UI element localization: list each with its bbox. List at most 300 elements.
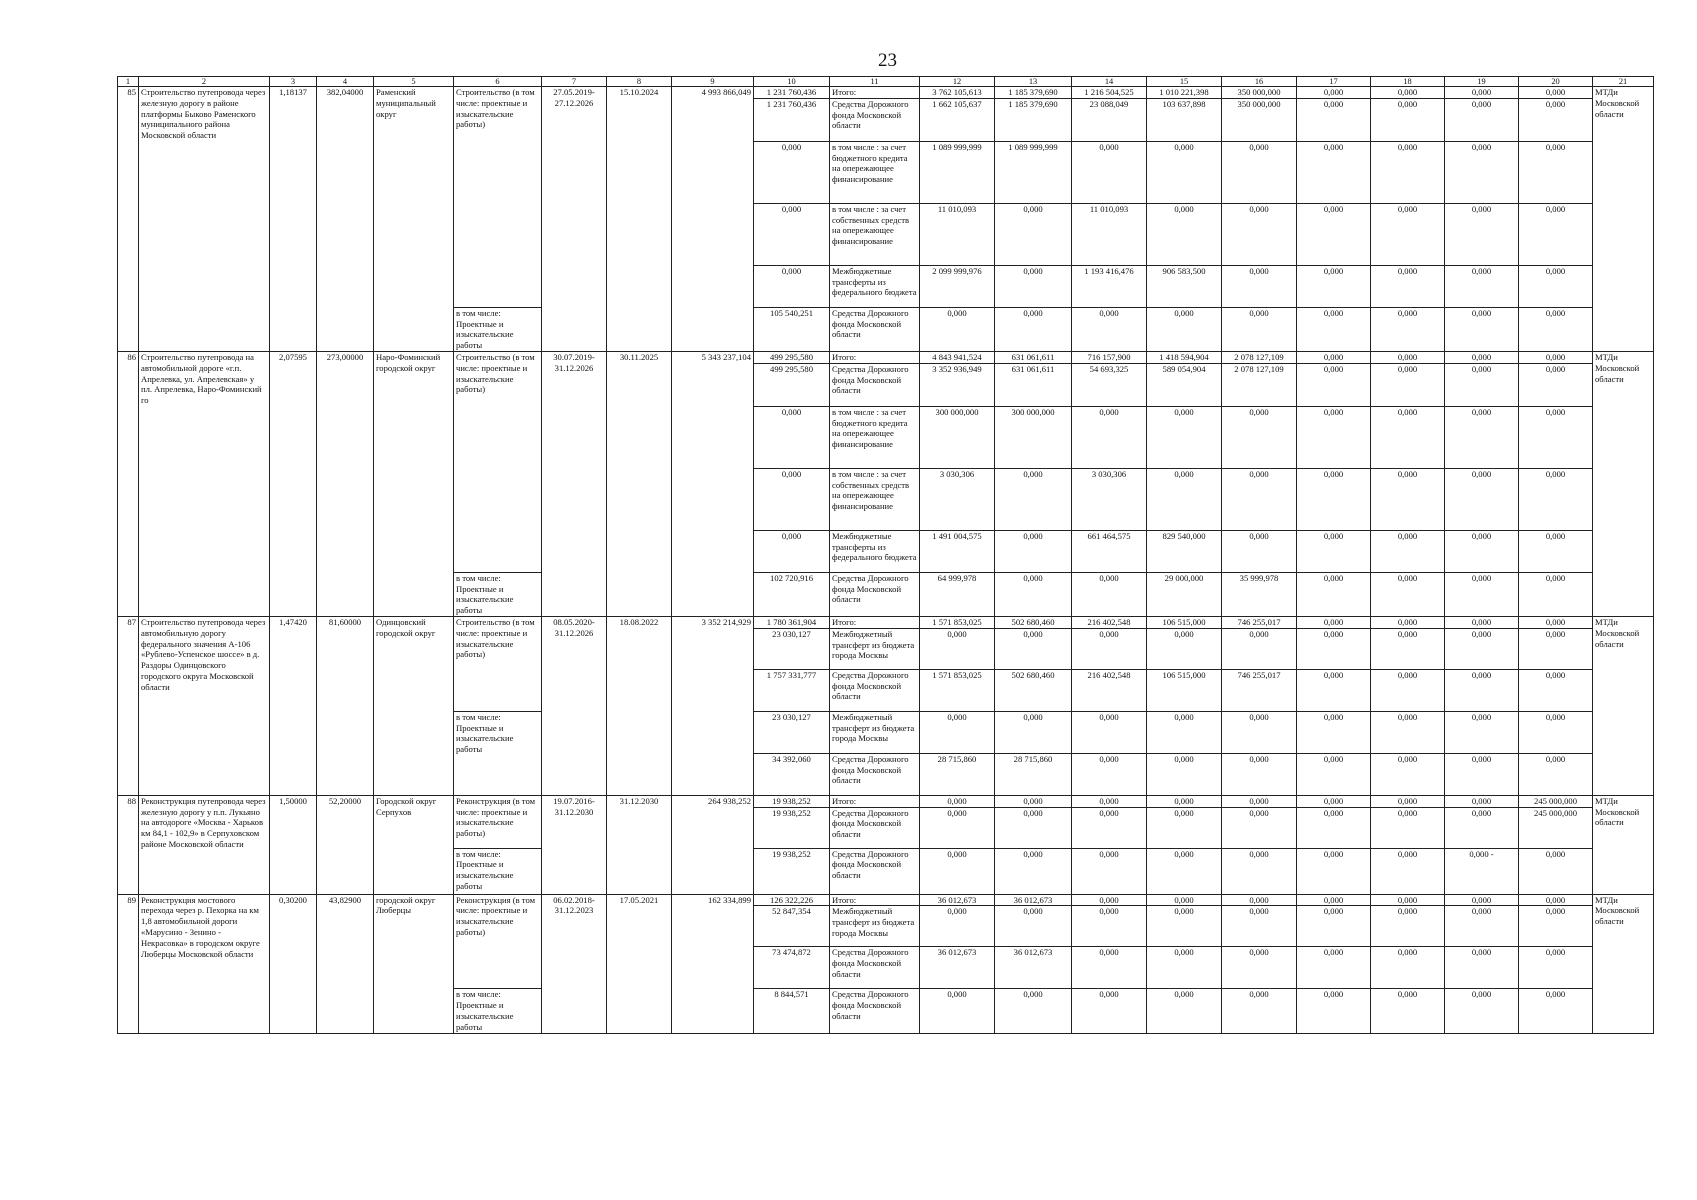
amount-before: 34 392,060 <box>754 753 830 795</box>
amount-before: 23 030,127 <box>754 711 830 753</box>
amount-year: 0,000 <box>1371 265 1445 307</box>
amount-year: 0,000 <box>1147 307 1222 351</box>
amount-year: 0,000 <box>1371 807 1445 848</box>
amount-year: 1 193 416,476 <box>1072 265 1147 307</box>
amount-before: 0,000 <box>754 468 830 530</box>
amount-year: 3 352 936,949 <box>920 363 995 406</box>
work-type-design: в том числе: Проектные и изыскательские работы <box>454 711 542 795</box>
municipality: Одинцовский городской округ <box>374 616 454 795</box>
funding-source: Средства Дорожного фонда Московской области <box>830 669 920 711</box>
amount-year: 0,000 <box>1222 265 1297 307</box>
amount-year: 746 255,017 <box>1222 616 1297 628</box>
amount-before: 19 938,252 <box>754 807 830 848</box>
funding-source: Межбюджетный трансферт из бюджета города Москвы <box>830 628 920 669</box>
amount-year: 0,000 <box>1297 572 1371 616</box>
amount-year: 350 000,000 <box>1222 87 1297 99</box>
funding-source: Итого: <box>830 87 920 99</box>
amount-year: 0,000 <box>1445 203 1519 265</box>
amount-year: 2 099 999,976 <box>920 265 995 307</box>
amount-year: 0,000 <box>1445 141 1519 203</box>
amount-year: 0,000 <box>1147 203 1222 265</box>
amount-year: 0,000 <box>1445 363 1519 406</box>
amount-year: 0,000 <box>920 628 995 669</box>
column-number: 13 <box>995 77 1072 87</box>
amount-year: 0,000 <box>1519 848 1593 894</box>
amount-year: 106 515,000 <box>1147 669 1222 711</box>
amount-year: 0,000 <box>1371 669 1445 711</box>
amount-year: 216 402,548 <box>1072 616 1147 628</box>
amount-year: 2 078 127,109 <box>1222 351 1297 363</box>
amount-year: 0,000 <box>1147 753 1222 795</box>
amount-year: 0,000 <box>1297 530 1371 572</box>
amount-year: 0,000 <box>1072 141 1147 203</box>
row-number: 85 <box>118 87 139 352</box>
amount-year: 0,000 <box>1519 947 1593 989</box>
amount-year: 0,000 <box>1519 753 1593 795</box>
length-value: 1,18137 <box>270 87 317 352</box>
amount-year: 0,000 <box>1445 947 1519 989</box>
amount-year: 0,000 <box>1297 468 1371 530</box>
amount-year: 0,000 <box>995 795 1072 807</box>
object-name: Строительство путепровода через железную дорогу в районе платформы Быково Раменского муниципального района Московской области <box>139 87 270 352</box>
amount-year: 0,000 <box>1371 468 1445 530</box>
amount-year: 631 061,611 <box>995 351 1072 363</box>
amount-year: 0,000 <box>1297 947 1371 989</box>
commissioning-date: 30.11.2025 <box>607 351 672 616</box>
amount-year: 0,000 <box>1147 848 1222 894</box>
column-number: 9 <box>672 77 754 87</box>
column-number: 10 <box>754 77 830 87</box>
amount-year: 0,000 <box>920 795 995 807</box>
object-name: Строительство путепровода на автомобильной дороге «г.п. Апрелевка, ул. Апрелевская» у пл. Апрелевка, Наро-Фоминский го <box>139 351 270 616</box>
row-number: 86 <box>118 351 139 616</box>
amount-year: 1 571 853,025 <box>920 669 995 711</box>
amount-year: 0,000 <box>1297 989 1371 1033</box>
row-number: 89 <box>118 894 139 1033</box>
amount-year: 0,000 <box>1519 530 1593 572</box>
financing-table <box>117 76 1654 1034</box>
amount-year: 0,000 <box>1147 141 1222 203</box>
amount-before: 0,000 <box>754 203 830 265</box>
column-number: 18 <box>1371 77 1445 87</box>
amount-year: 0,000 <box>1147 894 1222 906</box>
row-number: 87 <box>118 616 139 795</box>
amount-year: 0,000 <box>1222 807 1297 848</box>
amount-year: 0,000 <box>1072 906 1147 947</box>
amount-year: 11 010,093 <box>920 203 995 265</box>
amount-year: 0,000 <box>1147 795 1222 807</box>
amount-year: 4 843 941,524 <box>920 351 995 363</box>
amount-year: 0,000 <box>1147 468 1222 530</box>
amount-year: 0,000 <box>920 848 995 894</box>
amount-year: 36 012,673 <box>920 947 995 989</box>
customer: МТДи Московской области <box>1593 616 1654 795</box>
amount-year: 631 061,611 <box>995 363 1072 406</box>
amount-year: 350 000,000 <box>1222 98 1297 141</box>
amount-year: 300 000,000 <box>995 406 1072 468</box>
municipality: Городской округ Серпухов <box>374 795 454 894</box>
amount-year: 1 418 594,904 <box>1147 351 1222 363</box>
total-cost: 3 352 214,929 <box>672 616 754 795</box>
amount-year: 0,000 <box>1445 753 1519 795</box>
work-type-design: в том числе: Проектные и изыскательские работы <box>454 307 542 351</box>
amount-year: 0,000 <box>1222 711 1297 753</box>
funding-source: Межбюджетные трансферты из федерального бюджета <box>830 265 920 307</box>
amount-year: 0,000 <box>1371 87 1445 99</box>
amount-year: 589 054,904 <box>1147 363 1222 406</box>
funding-source: Средства Дорожного фонда Московской области <box>830 947 920 989</box>
amount-year: 0,000 <box>1445 98 1519 141</box>
amount-year: 0,000 <box>1371 906 1445 947</box>
amount-year: 0,000 <box>1297 669 1371 711</box>
amount-year: 1 089 999,999 <box>995 141 1072 203</box>
amount-year: 1 216 504,525 <box>1072 87 1147 99</box>
amount-year: 245 000,000 <box>1519 807 1593 848</box>
amount-year: 0,000 <box>1445 628 1519 669</box>
amount-year: 0,000 <box>920 807 995 848</box>
amount-before: 23 030,127 <box>754 628 830 669</box>
commissioning-date: 31.12.2030 <box>607 795 672 894</box>
amount-year: 2 078 127,109 <box>1222 363 1297 406</box>
amount-year: 0,000 <box>1445 616 1519 628</box>
amount-year: 0,000 <box>1371 203 1445 265</box>
total-cost: 162 334,899 <box>672 894 754 1033</box>
amount-before: 105 540,251 <box>754 307 830 351</box>
funding-source: Средства Дорожного фонда Московской области <box>830 307 920 351</box>
amount-year: 1 491 004,575 <box>920 530 995 572</box>
amount-year: 0,000 <box>1147 947 1222 989</box>
funding-source: Межбюджетный трансферт из бюджета города Москвы <box>830 711 920 753</box>
work-type: Реконструкция (в том числе: проектные и изыскательские работы) <box>454 894 542 989</box>
amount-year: 0,000 <box>1297 628 1371 669</box>
amount-year: 1 662 105,637 <box>920 98 995 141</box>
amount-year: 216 402,548 <box>1072 669 1147 711</box>
column-number: 2 <box>139 77 270 87</box>
amount-year: 0,000 <box>1072 711 1147 753</box>
amount-year: 0,000 <box>1371 98 1445 141</box>
municipality: Наро-Фоминский городской округ <box>374 351 454 616</box>
table-row <box>118 795 1654 807</box>
amount-year: 54 693,325 <box>1072 363 1147 406</box>
column-number: 12 <box>920 77 995 87</box>
amount-year: 0,000 <box>920 307 995 351</box>
amount-year: 0,000 <box>1445 87 1519 99</box>
amount-year: 0,000 <box>920 989 995 1033</box>
amount-year: 716 157,900 <box>1072 351 1147 363</box>
column-number: 1 <box>118 77 139 87</box>
object-name: Реконструкция мостового перехода через р. Пехорка на км 1,8 автомобильной дороги «Марусино - Зенино - Некрасовка» в городском округе Люберцы Московской области <box>139 894 270 1033</box>
amount-year: 0,000 <box>1222 795 1297 807</box>
amount-year: 245 000,000 <box>1519 795 1593 807</box>
period: 06.02.2018-31.12.2023 <box>542 894 607 1033</box>
amount-year: 0,000 <box>995 628 1072 669</box>
object-name: Строительство путепровода через автомобильную дорогу федерального значения А-106 «Рублево-Успенское шоссе» в д. Раздоры Одинцовского городского округа Московской области <box>139 616 270 795</box>
amount-year: 0,000 <box>1519 468 1593 530</box>
amount-before: 8 844,571 <box>754 989 830 1033</box>
amount-year: 3 762 105,613 <box>920 87 995 99</box>
amount-year: 0,000 <box>1371 989 1445 1033</box>
amount-year: 0,000 <box>1445 406 1519 468</box>
amount-year: 0,000 <box>1072 795 1147 807</box>
work-type-design: в том числе: Проектные и изыскательские работы <box>454 989 542 1033</box>
amount-year: 0,000 <box>1519 203 1593 265</box>
amount-year: 0,000 <box>1222 530 1297 572</box>
column-number: 4 <box>317 77 374 87</box>
column-numbers-row <box>118 77 1654 87</box>
funding-source: Итого: <box>830 894 920 906</box>
amount-before: 499 295,580 <box>754 363 830 406</box>
amount-year: 0,000 <box>1297 795 1371 807</box>
amount-year: 1 185 379,690 <box>995 87 1072 99</box>
amount-before: 0,000 <box>754 265 830 307</box>
row-number: 88 <box>118 795 139 894</box>
table-row <box>118 894 1654 906</box>
amount-before: 1 231 760,436 <box>754 87 830 99</box>
amount-year: 0,000 <box>1445 265 1519 307</box>
amount-before: 1 231 760,436 <box>754 98 830 141</box>
capacity-value: 81,60000 <box>317 616 374 795</box>
amount-year: 0,000 <box>1371 406 1445 468</box>
amount-year: 0,000 <box>1222 141 1297 203</box>
amount-year: 0,000 <box>1297 363 1371 406</box>
amount-before: 73 474,872 <box>754 947 830 989</box>
amount-year: 0,000 <box>1222 989 1297 1033</box>
amount-year: 0,000 <box>1222 307 1297 351</box>
amount-year: 0,000 <box>1297 406 1371 468</box>
column-number: 19 <box>1445 77 1519 87</box>
amount-year: 23 088,049 <box>1072 98 1147 141</box>
amount-year: 0,000 <box>995 307 1072 351</box>
amount-year: 0,000 <box>1445 906 1519 947</box>
amount-year: 0,000 <box>1445 351 1519 363</box>
amount-year: 0,000 <box>1072 753 1147 795</box>
amount-year: 28 715,860 <box>920 753 995 795</box>
amount-year: 0,000 <box>1519 711 1593 753</box>
amount-before: 499 295,580 <box>754 351 830 363</box>
work-type: Строительство (в том числе: проектные и изыскательские работы) <box>454 351 542 572</box>
amount-year: 0,000 <box>1222 848 1297 894</box>
total-cost: 264 938,252 <box>672 795 754 894</box>
amount-year: 1 089 999,999 <box>920 141 995 203</box>
amount-year: 502 680,460 <box>995 616 1072 628</box>
amount-year: 0,000 <box>1445 894 1519 906</box>
amount-year: 0,000 <box>1222 894 1297 906</box>
amount-year: 746 255,017 <box>1222 669 1297 711</box>
amount-year: 0,000 <box>1519 989 1593 1033</box>
amount-year: 0,000 <box>1222 406 1297 468</box>
funding-source: Средства Дорожного фонда Московской области <box>830 848 920 894</box>
amount-year: 906 583,500 <box>1147 265 1222 307</box>
amount-year: 0,000 <box>1445 468 1519 530</box>
work-type: Реконструкция (в том числе: проектные и изыскательские работы) <box>454 795 542 848</box>
amount-year: 0,000 <box>1371 628 1445 669</box>
amount-year: 0,000 <box>1519 141 1593 203</box>
amount-year: 0,000 <box>1519 406 1593 468</box>
length-value: 2,07595 <box>270 351 317 616</box>
column-number: 14 <box>1072 77 1147 87</box>
period: 27.05.2019-27.12.2026 <box>542 87 607 352</box>
amount-year: 0,000 <box>1371 894 1445 906</box>
amount-year: 1 571 853,025 <box>920 616 995 628</box>
amount-year: 0,000 <box>1222 203 1297 265</box>
municipality: Раменский муниципальный округ <box>374 87 454 352</box>
amount-year: 0,000 <box>1371 795 1445 807</box>
table-row <box>118 616 1654 628</box>
amount-year: 0,000 <box>1371 351 1445 363</box>
amount-year: 0,000 <box>1072 848 1147 894</box>
amount-year: 0,000 <box>1445 530 1519 572</box>
amount-before: 19 938,252 <box>754 848 830 894</box>
amount-year: 28 715,860 <box>995 753 1072 795</box>
total-cost: 4 993 866,049 <box>672 87 754 352</box>
column-number: 8 <box>607 77 672 87</box>
amount-year: 0,000 <box>1519 628 1593 669</box>
funding-source: в том числе : за счет собственных средств на опережающее финансирование <box>830 468 920 530</box>
amount-year: 0,000 <box>920 906 995 947</box>
amount-year: 0,000 <box>1222 468 1297 530</box>
amount-year: 36 012,673 <box>995 947 1072 989</box>
column-number: 20 <box>1519 77 1593 87</box>
page-number: 23 <box>878 50 897 71</box>
amount-year: 0,000 <box>995 989 1072 1033</box>
column-number: 6 <box>454 77 542 87</box>
work-type: Строительство (в том числе: проектные и изыскательские работы) <box>454 87 542 308</box>
amount-year: 11 010,093 <box>1072 203 1147 265</box>
funding-source: Средства Дорожного фонда Московской области <box>830 363 920 406</box>
capacity-value: 52,20000 <box>317 795 374 894</box>
funding-source: Средства Дорожного фонда Московской области <box>830 98 920 141</box>
amount-year: 1 185 379,690 <box>995 98 1072 141</box>
period: 19.07.2016-31.12.2030 <box>542 795 607 894</box>
funding-source: Межбюджетный трансферт из бюджета города Москвы <box>830 906 920 947</box>
amount-year: 0,000 <box>1445 807 1519 848</box>
amount-year: 0,000 <box>1297 307 1371 351</box>
amount-year: 0,000 <box>1297 265 1371 307</box>
amount-year: 0,000 <box>1072 628 1147 669</box>
amount-year: 29 000,000 <box>1147 572 1222 616</box>
customer: МТДи Московской области <box>1593 894 1654 1033</box>
amount-year: 35 999,978 <box>1222 572 1297 616</box>
amount-before: 126 322,226 <box>754 894 830 906</box>
amount-year: 0,000 <box>920 711 995 753</box>
amount-year: 0,000 <box>1371 363 1445 406</box>
length-value: 1,47420 <box>270 616 317 795</box>
funding-source: Средства Дорожного фонда Московской области <box>830 989 920 1033</box>
funding-source: в том числе : за счет бюджетного кредита на опережающее финансирование <box>830 141 920 203</box>
funding-source: Итого: <box>830 616 920 628</box>
amount-year: 0,000 <box>1147 807 1222 848</box>
amount-year: 661 464,575 <box>1072 530 1147 572</box>
amount-year: 0,000 <box>1519 351 1593 363</box>
funding-source: Итого: <box>830 795 920 807</box>
total-cost: 5 343 237,104 <box>672 351 754 616</box>
amount-year: 0,000 <box>995 807 1072 848</box>
amount-year: 829 540,000 <box>1147 530 1222 572</box>
capacity-value: 382,04000 <box>317 87 374 352</box>
amount-year: 106 515,000 <box>1147 616 1222 628</box>
amount-before: 0,000 <box>754 530 830 572</box>
amount-year: 0,000 <box>1519 572 1593 616</box>
column-number: 11 <box>830 77 920 87</box>
amount-year: 0,000 <box>1445 572 1519 616</box>
table-row <box>118 87 1654 99</box>
amount-year: 0,000 <box>995 848 1072 894</box>
amount-before: 0,000 <box>754 406 830 468</box>
amount-year: 0,000 <box>1147 406 1222 468</box>
amount-year: 0,000 <box>1147 628 1222 669</box>
amount-year: 0,000 <box>1297 906 1371 947</box>
column-number: 3 <box>270 77 317 87</box>
table-row <box>118 351 1654 363</box>
municipality: городской округ Люберцы <box>374 894 454 1033</box>
amount-year: 0,000 <box>1371 753 1445 795</box>
amount-year: 0,000 <box>1297 141 1371 203</box>
funding-source: Средства Дорожного фонда Московской области <box>830 753 920 795</box>
amount-year: 0,000 <box>1297 848 1371 894</box>
funding-source: в том числе : за счет собственных средств на опережающее финансирование <box>830 203 920 265</box>
amount-year: 0,000 <box>1519 616 1593 628</box>
length-value: 0,30200 <box>270 894 317 1033</box>
amount-year: 0,000 <box>1519 669 1593 711</box>
amount-year: 0,000 <box>1371 848 1445 894</box>
amount-year: 0,000 - <box>1445 848 1519 894</box>
amount-year: 0,000 <box>1222 753 1297 795</box>
amount-year: 0,000 <box>1519 363 1593 406</box>
object-name: Реконструкция путепровода через железную дорогу у п.п. Лукьяно на автодороге «Москва - Харьков км 84,1 - 102,9» в Серпуховском районе Московской области <box>139 795 270 894</box>
funding-source: Средства Дорожного фонда Московской области <box>830 807 920 848</box>
amount-year: 0,000 <box>1072 406 1147 468</box>
amount-year: 3 030,306 <box>1072 468 1147 530</box>
capacity-value: 273,00000 <box>317 351 374 616</box>
amount-year: 0,000 <box>1297 807 1371 848</box>
amount-before: 1 780 361,904 <box>754 616 830 628</box>
amount-year: 0,000 <box>995 711 1072 753</box>
amount-year: 0,000 <box>1297 98 1371 141</box>
funding-source: Итого: <box>830 351 920 363</box>
amount-before: 52 847,354 <box>754 906 830 947</box>
column-number: 15 <box>1147 77 1222 87</box>
customer: МТДи Московской области <box>1593 795 1654 894</box>
funding-source: в том числе : за счет бюджетного кредита на опережающее финансирование <box>830 406 920 468</box>
commissioning-date: 18.08.2022 <box>607 616 672 795</box>
work-type: Строительство (в том числе: проектные и изыскательские работы) <box>454 616 542 711</box>
amount-year: 0,000 <box>1072 989 1147 1033</box>
column-number: 16 <box>1222 77 1297 87</box>
amount-year: 0,000 <box>1072 894 1147 906</box>
amount-year: 0,000 <box>1371 572 1445 616</box>
amount-year: 0,000 <box>1445 795 1519 807</box>
amount-year: 0,000 <box>995 265 1072 307</box>
amount-year: 0,000 <box>995 203 1072 265</box>
amount-year: 0,000 <box>1147 711 1222 753</box>
amount-year: 0,000 <box>1519 906 1593 947</box>
amount-before: 1 757 331,777 <box>754 669 830 711</box>
amount-year: 0,000 <box>1147 989 1222 1033</box>
amount-year: 0,000 <box>1371 616 1445 628</box>
amount-year: 0,000 <box>995 572 1072 616</box>
amount-before: 102 720,916 <box>754 572 830 616</box>
funding-source: Межбюджетные трансферты из федерального бюджета <box>830 530 920 572</box>
work-type-design: в том числе: Проектные и изыскательские работы <box>454 848 542 894</box>
length-value: 1,50000 <box>270 795 317 894</box>
amount-year: 0,000 <box>1297 711 1371 753</box>
commissioning-date: 15.10.2024 <box>607 87 672 352</box>
column-number: 21 <box>1593 77 1654 87</box>
amount-year: 0,000 <box>1519 87 1593 99</box>
amount-year: 0,000 <box>1371 947 1445 989</box>
amount-before: 0,000 <box>754 141 830 203</box>
amount-year: 0,000 <box>1371 530 1445 572</box>
